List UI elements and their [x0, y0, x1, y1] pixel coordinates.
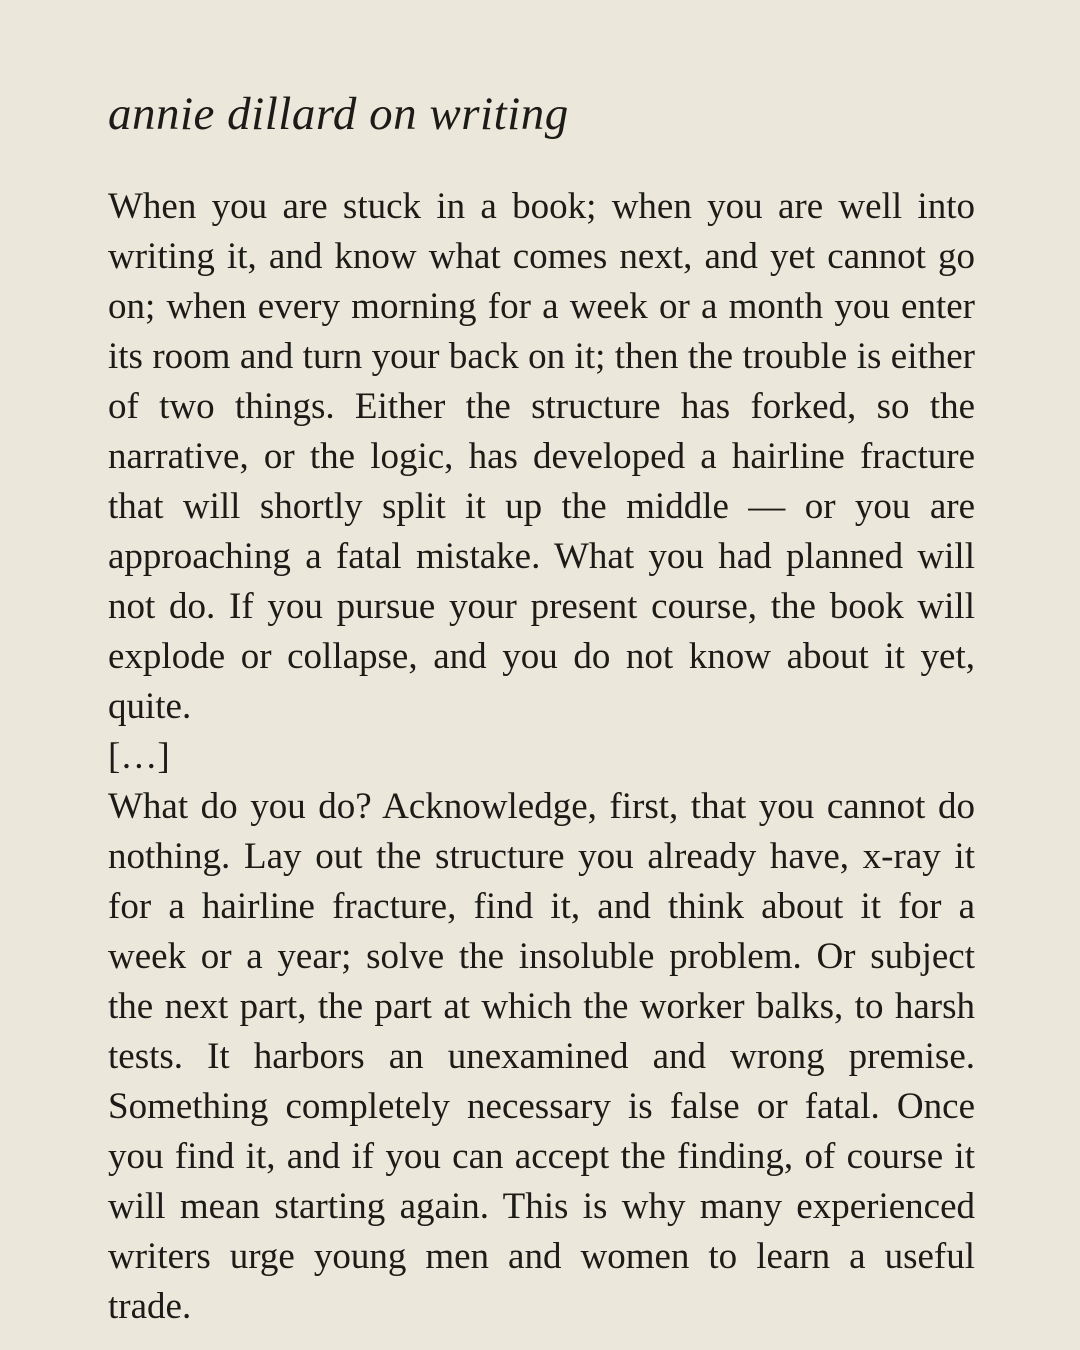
- ellipsis-marker: […]: [108, 736, 170, 777]
- page-title: annie dillard on writing: [108, 88, 569, 140]
- quote-paragraph-2: What do you do? Acknowledge, first, that you cannot do nothing. Lay out the structure you already have, x-ray it for a hairline fracture, find it, and think about it for a week or a year; solve the insoluble problem. Or subject the next part, the part at which the worker balks, to harsh tests. It harbors an unexamined and wrong premise. Something completely necessary is false or fatal. Once you find it, and if you can accept the finding, of course it will mean starting again. This is why many experienced writers urge young men and women to learn a useful trade.: [108, 786, 975, 1327]
- quote-body: [108, 182, 975, 1332]
- quote-paragraph-1: When you are stuck in a book; when you are well into writing it, and know what comes next, and yet cannot go on; when every morning for a week or a month you enter its room and turn your back on it; then the trouble is either of two things. Either the structure has forked, so the narrative, or the logic, has developed a hairline fracture that will shortly split it up the middle — or you are approaching a fatal mistake. What you had planned will not do. If you pursue your present course, the book will explode or collapse, and you do not know about it yet, quite.: [108, 186, 975, 727]
